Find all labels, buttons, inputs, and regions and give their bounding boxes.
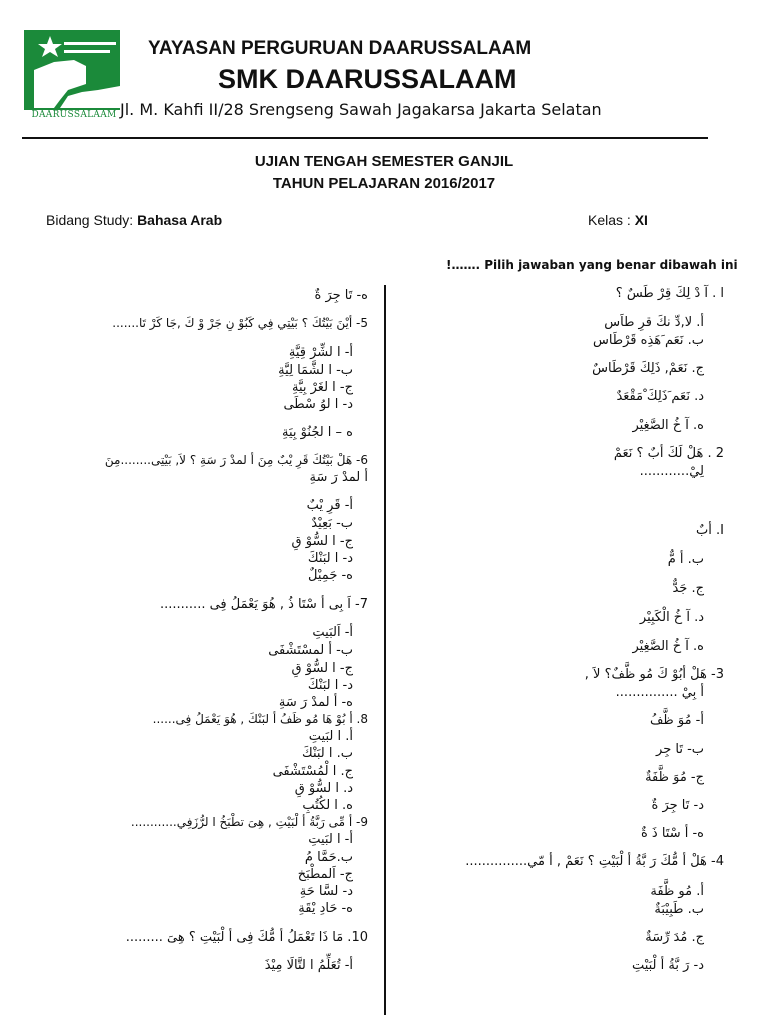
question-4: 4- هَلْ أ مُّكَ رَ بَّةُ أ لْبَيْتِ ؟ نَعَمْ , أ مّي............... xyxy=(465,854,724,869)
q1-option-c: ج. نَعَمْ, ذَلِكَ قَرْطَاسٌ xyxy=(592,361,704,376)
q1-option-a: أ. لا,دِّ نكَ قرِ طاَس xyxy=(604,315,704,330)
q9-option-b: ب.حَمَّا مُ xyxy=(304,850,353,865)
q5-option-c: ج- ا لغَرْ بِيَّةِ xyxy=(291,380,353,395)
subject-label: Bidang Study: xyxy=(46,212,134,228)
q1-option-e: ه. آ خُ الصَّغِيْر xyxy=(632,418,704,433)
header-rule xyxy=(22,137,708,139)
q3-option-e: ه- أ سْتَا ذَ ةٌ xyxy=(640,826,704,841)
q2-option-d: د. آ خُ الْكَبِيْر xyxy=(639,610,704,625)
q9-option-e: ه- حَادِ يْقَةِ xyxy=(298,901,353,916)
class-line xyxy=(588,212,648,228)
q1-option-d: د. نَعَم َذَلِكَ ْمَقْعَدٌ xyxy=(616,389,704,404)
question-7: 7- اَ بِى أ سْتَا ذُ , هُوَ يَعْمَلُ فِى ........... xyxy=(160,597,368,612)
q8-option-a: أ. ا لبَيتِ xyxy=(308,729,353,744)
q4-option-d: د- رَ بَّةُ أ لْبَيْتِ xyxy=(631,958,704,973)
q6-option-e: ه- جَمِيْلٌ xyxy=(308,568,353,583)
question-3-cont: أ بِيْ ............... xyxy=(615,685,704,700)
exam-year: TAHUN PELAJARAN 2016/2017 xyxy=(272,175,496,192)
school-address: Jl. M. Kahfi II/28 Srengseng Sawah Jagakarsa Jakarta Selatan xyxy=(120,100,602,119)
subject-line xyxy=(46,212,222,228)
q10-option-a: أ- تُعَلِّمُ ا لتَّالَا مِيْذَ xyxy=(264,958,353,973)
q7-option-d: د- ا لبَنْكَ xyxy=(307,678,353,693)
q9-option-c: ج- اَلمطْبَخ xyxy=(297,867,353,882)
q3-option-c: ج- مُوَ ظَّفَةٌ xyxy=(645,770,704,785)
q2-option-c: ج. جَدٌّ xyxy=(672,581,704,596)
question-10: 10. مَا ذَا تَعْمَلُ أ مُّكَ فِى أ لْبَيْتِ ؟ هِىَ ......... xyxy=(125,930,368,945)
question-3: 3- هَلْ أبُوْ كَ مُو ظَّفٌ؟ لاَ , xyxy=(584,667,724,682)
q6-option-c: ج- ا لسُّوْ قِ xyxy=(291,534,353,549)
q5-option-b: ب- ا لشَّمَا لِيَّةِ xyxy=(278,363,353,378)
q3-option-a: أ- مُوَ ظَّفُ xyxy=(649,713,704,728)
exam-title: UJIAN TENGAH SEMESTER GANJIL xyxy=(254,153,514,170)
q8-option-d: د. ا لسُّوْ قِ xyxy=(294,781,353,796)
q3-option-b: ب- تَا جِر xyxy=(656,742,704,757)
subject-value: Bahasa Arab xyxy=(137,212,223,228)
q7-option-a: أ- اَلبَيتِ xyxy=(312,625,353,640)
question-6-cont: أ لمدْ رَ سَةِ xyxy=(309,470,368,485)
q6-option-a: أ- قَرِ يْبٌ xyxy=(306,498,353,513)
question-9: 9- أ مِّى رَبَّةُ أ لْبَيْتِ , هِىَ تطْبَخُ ا لرُّزَفِي............ xyxy=(130,815,368,829)
q2-option-a: I. أبٌ xyxy=(696,523,724,538)
q6-option-d: د- ا لبَنْكَ xyxy=(307,551,353,566)
question-1: ا . آ دْ لِكَ قِرْ طَسٌ ؟ xyxy=(615,286,724,301)
q5-option-a: أ- ا لشِّرْ قِيَّةِ xyxy=(288,345,353,360)
column-divider xyxy=(384,285,386,1015)
q7-option-e: ه- أ لمدْ رَ سَةِ xyxy=(278,695,353,710)
q4-option-a: أ. مُو ظَّفَة xyxy=(650,884,704,899)
question-2-cont: لِيْ............ xyxy=(639,464,704,479)
org-name: YAYASAN PERGURUAN DAARUSSALAAM xyxy=(148,38,532,59)
q2-option-e: ه. آ خُ الصَّغِيْر xyxy=(632,639,704,654)
question-8: 8. أ بُوْ هَا مُو ظَفُ أ لبَنْكَ , هُوَ يَعْمَلُ فِى...... xyxy=(152,712,368,726)
q4-option-c: ج. مُدَ رِّسَةٌ xyxy=(645,930,704,945)
q8-option-e: ه. ا لكُتُبِ xyxy=(302,798,353,813)
school-logo xyxy=(24,30,120,122)
instruction: !……. Pilih jawaban yang benar dibawah ini xyxy=(446,258,738,272)
q9-option-a: أ- ا لبَيتِ xyxy=(308,832,353,847)
q7-option-c: ج- ا لسُّوْ قِ xyxy=(291,661,353,676)
q1-option-b: ب. نَعَم َهَذِه قَرْطَاس xyxy=(592,333,704,348)
prev-q-option-e: ه- تَا جِرَ ةٌ xyxy=(314,288,368,303)
class-value: XI xyxy=(634,212,648,228)
q7-option-b: ب- أ لمسْتَشْفَى xyxy=(268,643,353,658)
q5-option-e: ه – ا لجُنُوْ بِيَةِ xyxy=(282,425,353,440)
q9-option-d: د- لسَّا حَةِ xyxy=(299,884,353,899)
q2-option-b: ب. أ مٌّ xyxy=(667,552,704,567)
question-2: 2 . هَلْ لَكَ أبٌ ؟ نَعَمْ xyxy=(613,446,724,461)
q8-option-c: ج. ا لْمُسْتَشْفَى xyxy=(272,764,353,779)
question-5: 5- أيْنَ بَيْتُكَ ؟ بَيْتِي فِي كَبُوْ نِ جَرْ وْ كَ ,جَا كَرْ تَا....... xyxy=(112,316,368,330)
q8-option-b: ب. ا لبَنْكَ xyxy=(301,746,353,761)
q5-option-d: د- ا لوُ سْطَى xyxy=(283,397,353,412)
school-name: SMK DAARUSSALAAM xyxy=(218,64,517,94)
q4-option-b: ب. طَبِيْبَةٌ xyxy=(654,902,704,917)
question-6: 6- هَلْ بَيْتُكَ قَرِ يْبٌ مِنَ أ لمدْ رَ سَةِ ؟ لاَ, بَيْتِى........مِنَ xyxy=(104,453,368,467)
q6-option-b: ب- بَعِيْدٌ xyxy=(311,516,353,531)
logo-wordmark: DAARUSSALAAM xyxy=(31,110,117,120)
class-label: Kelas : xyxy=(588,212,631,228)
q3-option-d: د- تَا جِرَ ةٌ xyxy=(651,798,704,813)
